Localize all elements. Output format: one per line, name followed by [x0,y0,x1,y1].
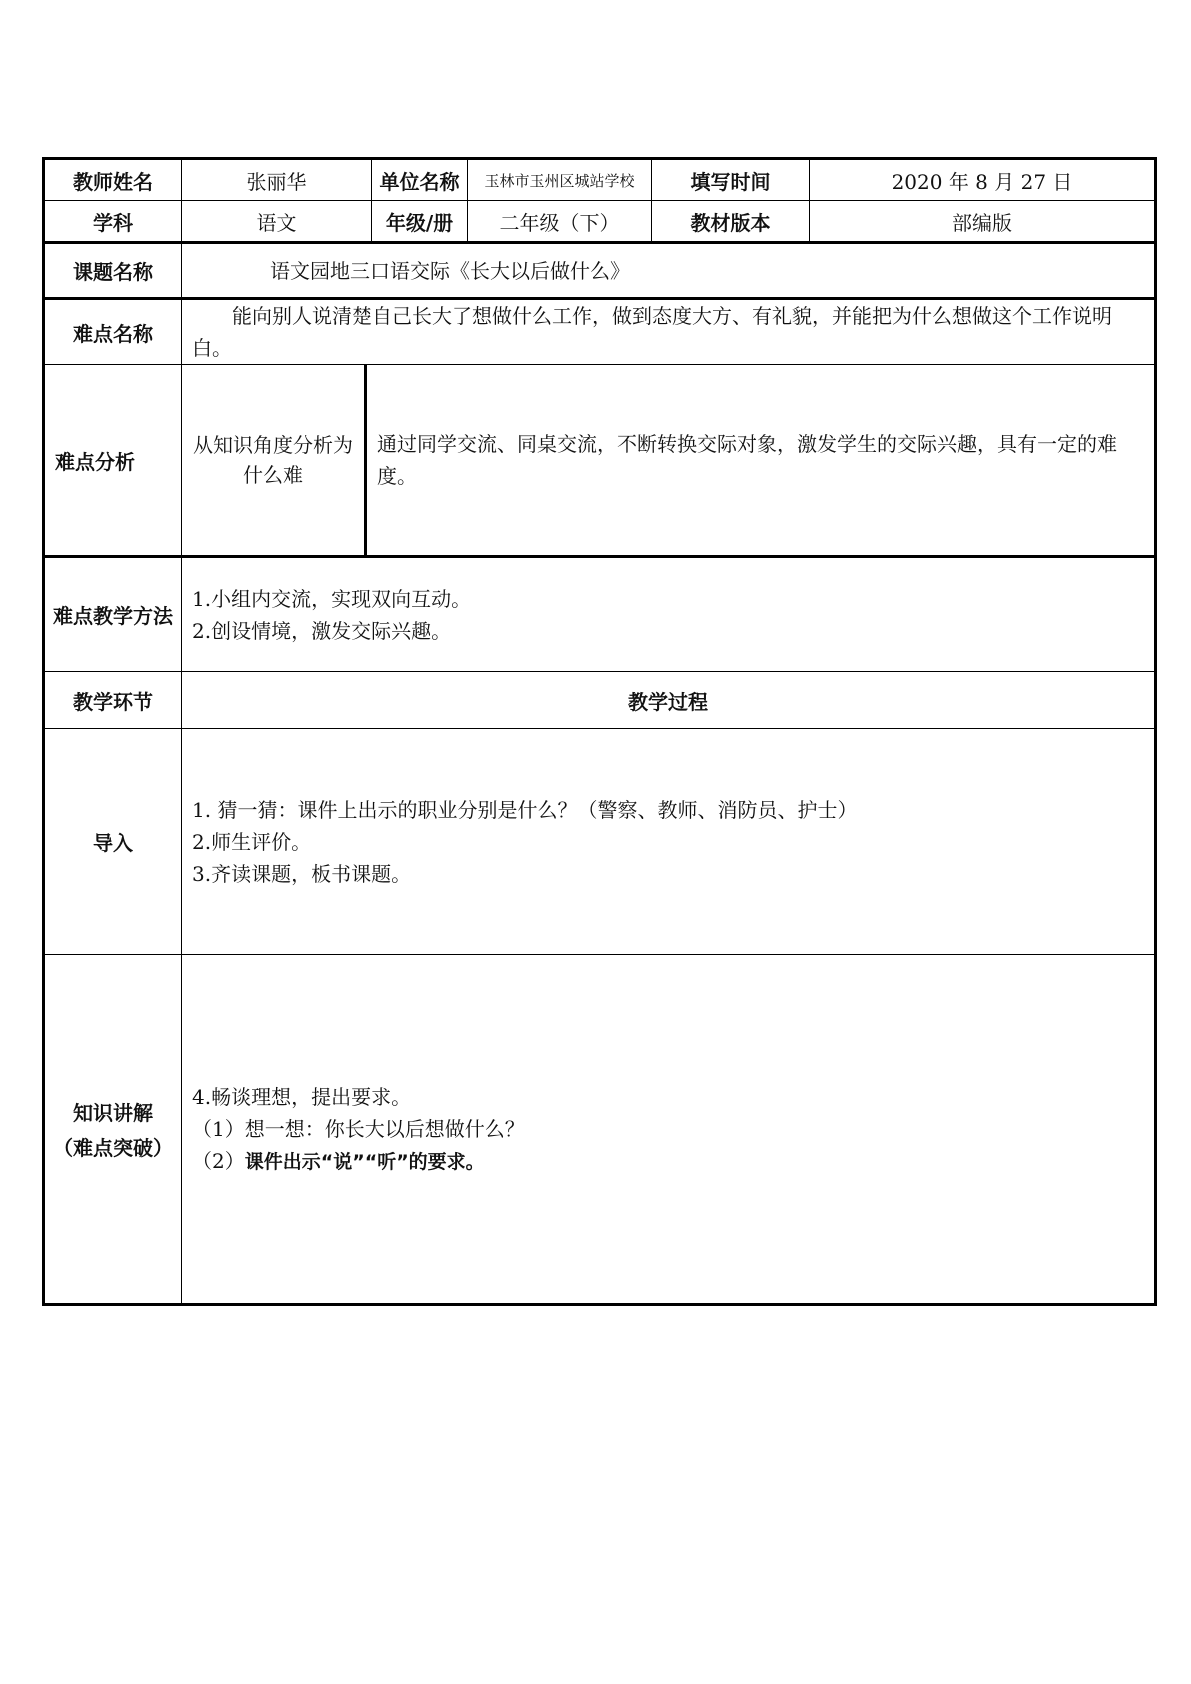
method-cell [182,557,1156,672]
knowledge-line-3-prefix: （2） [192,1148,245,1173]
intro-label: 导入 [44,729,182,955]
method-label: 难点教学方法 [44,557,182,672]
intro-line-1: 1. 猜一猜：课件上出示的职业分别是什么？（警察、教师、消防员、护士） [192,797,858,822]
fill-date-value: 2020 年 8 月 27 日 [810,159,1156,201]
knowledge-sub-label: （难点突破） [53,1136,173,1160]
intro-line-3: 3.齐读课题，板书课题。 [192,861,412,886]
knowledge-cell [182,955,1156,1305]
difficulty-cell [182,299,1156,365]
edition-label: 教材版本 [652,201,810,243]
fill-date-label: 填写时间 [652,159,810,201]
difficulty-label: 难点名称 [44,299,182,365]
method-line-1: 1.小组内交流，实现双向互动。 [192,586,472,611]
intro-cell [182,729,1156,955]
process-header: 教学过程 [182,672,1156,729]
knowledge-line-2: （1）想一想：你长大以后想做什么？ [192,1116,525,1141]
unit-name-label: 单位名称 [372,159,468,201]
method-line-2: 2.创设情境，激发交际兴趣。 [192,618,452,643]
unit-name-value: 玉林市玉州区城站学校 [468,159,652,201]
topic-label: 课题名称 [44,243,182,299]
knowledge-line-1: 4.畅谈理想，提出要求。 [192,1084,412,1109]
teacher-name-value: 张丽华 [182,159,372,201]
intro-line-2: 2.师生评价。 [192,829,312,854]
knowledge-line-3-bold: 课件出示“说”“听”的要求。 [244,1150,485,1173]
edition-value: 部编版 [810,201,1156,243]
knowledge-line-3 [192,1145,1144,1178]
analysis-value: 通过同学交流、同桌交流，不断转换交际对象，激发学生的交际兴趣，具有一定的难度。 [377,432,1117,488]
topic-value: 语文园地三口语交际《长大以后做什么》 [182,243,1156,299]
process-stage-label: 教学环节 [44,672,182,729]
lesson-plan-table [42,157,1157,1306]
subject-label: 学科 [44,201,182,243]
knowledge-label-cell [44,955,182,1305]
difficulty-value: 能向别人说清楚自己长大了想做什么工作，做到态度大方、有礼貌，并能把为什么想做这个工作说明白。 [192,304,1112,360]
analysis-sub-label: 从知识角度分析为什么难 [182,365,366,557]
knowledge-label: 知识讲解 [73,1101,153,1125]
lesson-plan-form [42,157,1154,1306]
grade-label: 年级/册 [372,201,468,243]
subject-value: 语文 [182,201,372,243]
teacher-name-label: 教师姓名 [44,159,182,201]
grade-value: 二年级（下） [468,201,652,243]
analysis-label: 难点分析 [44,365,182,557]
analysis-cell [366,365,1156,557]
